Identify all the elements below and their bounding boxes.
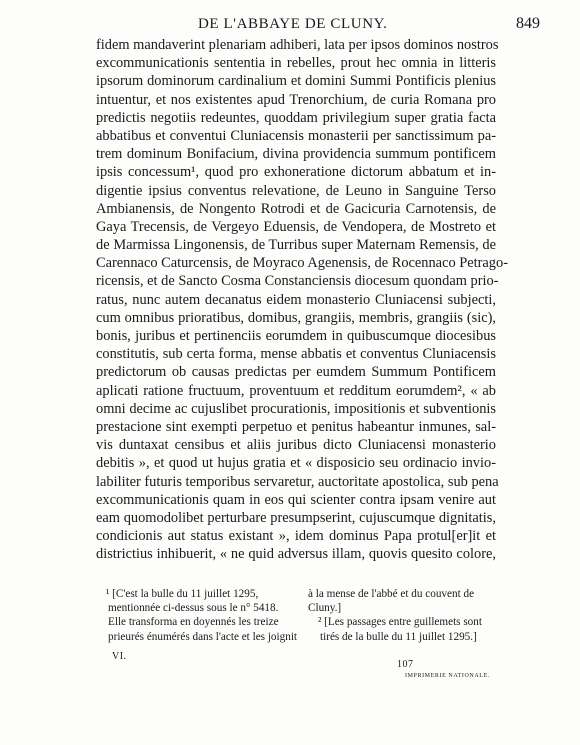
text-line: Ambianensis, de Nongento Rotrodi et de Gacicuria Carnotensis, de: [96, 200, 496, 217]
text-line: ipsorum dominorum cardinalium et domini Summi Pontificis plenius: [96, 73, 496, 90]
text-line: predictis negotiis redeuntes, quoddam privilegium super gratia facta: [96, 109, 496, 126]
text-line: constitutis, sub certa forma, mense abbatis et conventus Cluniacensis: [96, 346, 496, 363]
footnote-line: mentionnée ci-dessus sous le n° 5418.: [108, 602, 279, 615]
text-line: ratus, nunc autem decanatus eidem monasterio Cluniacensi subjecti,: [96, 291, 496, 308]
text-line: ipsis concessum¹, quod pro exhoneratione dictorum abbatum et in-: [96, 164, 496, 181]
footnote-line: tirés de la bulle du 11 juillet 1295.]: [320, 630, 477, 643]
footnote-line: Elle transforma en doyennés les treize: [108, 616, 279, 629]
text-line: de Marmissa Lingonensis, de Turribus super Maternam Remensis, de: [96, 237, 496, 254]
footnote-column-left: [96, 587, 298, 644]
page-header: [60, 16, 540, 36]
footnote-line: ² [Les passages entre guillemets sont: [318, 616, 482, 629]
text-line: intuentur, et nos existentes apud Trenorchium, de curia Romana pro: [96, 91, 496, 108]
body-text: [96, 36, 508, 563]
text-line: cum omnibus prioratibus, domibus, grangiis, membris, grangiis (sic),: [96, 309, 496, 326]
text-line: excommunicationis quam in eos qui scienter contra ipsam venire aut: [96, 491, 496, 508]
page-number: 849: [516, 15, 540, 32]
folio-mark: 107: [397, 659, 414, 670]
signature-mark: VI.: [112, 651, 127, 662]
text-line: debitis », et quod ut hujus gratia et « disposicio seu ordinacio invio-: [96, 455, 496, 472]
text-line: condicionis aut status existant », idem dominus Papa protul[er]it et: [96, 528, 496, 545]
text-line: predictorum ob causas predictas per eumdem Summum Pontificem: [96, 364, 496, 381]
text-line: eam quomodolibet perturbare presumpserint, cujuscumque dignitatis,: [96, 509, 496, 526]
footnote-line: ¹ [C'est la bulle du 11 juillet 1295,: [106, 588, 259, 600]
text-line: aplicati ratione fructuum, proventuum et redditum eorumdem², « ab: [96, 382, 496, 399]
text-line: labiliter futuris temporibus servaretur, auctoritate apostolica, sub pena: [96, 473, 499, 490]
footnote-line: prieurés énumérés dans l'acte et les joignit: [108, 630, 298, 643]
footnote-column-right: [308, 587, 504, 644]
text-line: excommunicationis sententia in rebelles, prout hec omnia in litteris: [96, 55, 496, 72]
text-line: Gaya Trecensis, de Vergeyo Eduensis, de Vendopera, de Mostreto et: [96, 218, 496, 235]
running-head: DE L'ABBAYE DE CLUNY.: [198, 16, 388, 32]
footnote-line: à la mense de l'abbé et du couvent de: [308, 588, 475, 600]
text-line: districtius inhibuerit, « ne quid adversus illam, quovis quesito colore,: [96, 546, 496, 563]
text-line: omni decime ac cujuslibet procurationis, impositionis et subventionis: [96, 400, 496, 417]
text-line: ricensis, et de Sancto Cosma Constanciensis diocesum quondam prio-: [96, 273, 499, 290]
text-line: bonis, juribus et pertinenciis eorumdem in quibuscumque diocesibus: [96, 328, 496, 344]
text-line: prestacione sint exempti perpetuo et penitus habeantur inmunes, sal-: [96, 418, 496, 435]
text-line: fidem mandaverint plenariam adhiberi, lata per ipsos dominos nostros: [96, 37, 499, 53]
text-line: trem dominum Bonifacium, divina providencia summum pontificem: [96, 146, 496, 163]
text-line: vis duntaxat censibus et aliis juribus dicto Cluniacensi monasterio: [96, 437, 496, 454]
footnote-line: Cluny.]: [308, 602, 342, 615]
text-line: abbatibus et conventui Cluniacensis monasterii per sanctissimum pa-: [96, 127, 496, 144]
text-line: Carennaco Caturcensis, de Moyraco Agenensis, de Rocennaco Petrago-: [96, 255, 508, 272]
text-line: digentie ipsius conventus relevatione, de Leuno in Sanguine Terso: [96, 182, 496, 199]
printer-mark: IMPRIMERIE NATIONALE.: [405, 673, 490, 679]
